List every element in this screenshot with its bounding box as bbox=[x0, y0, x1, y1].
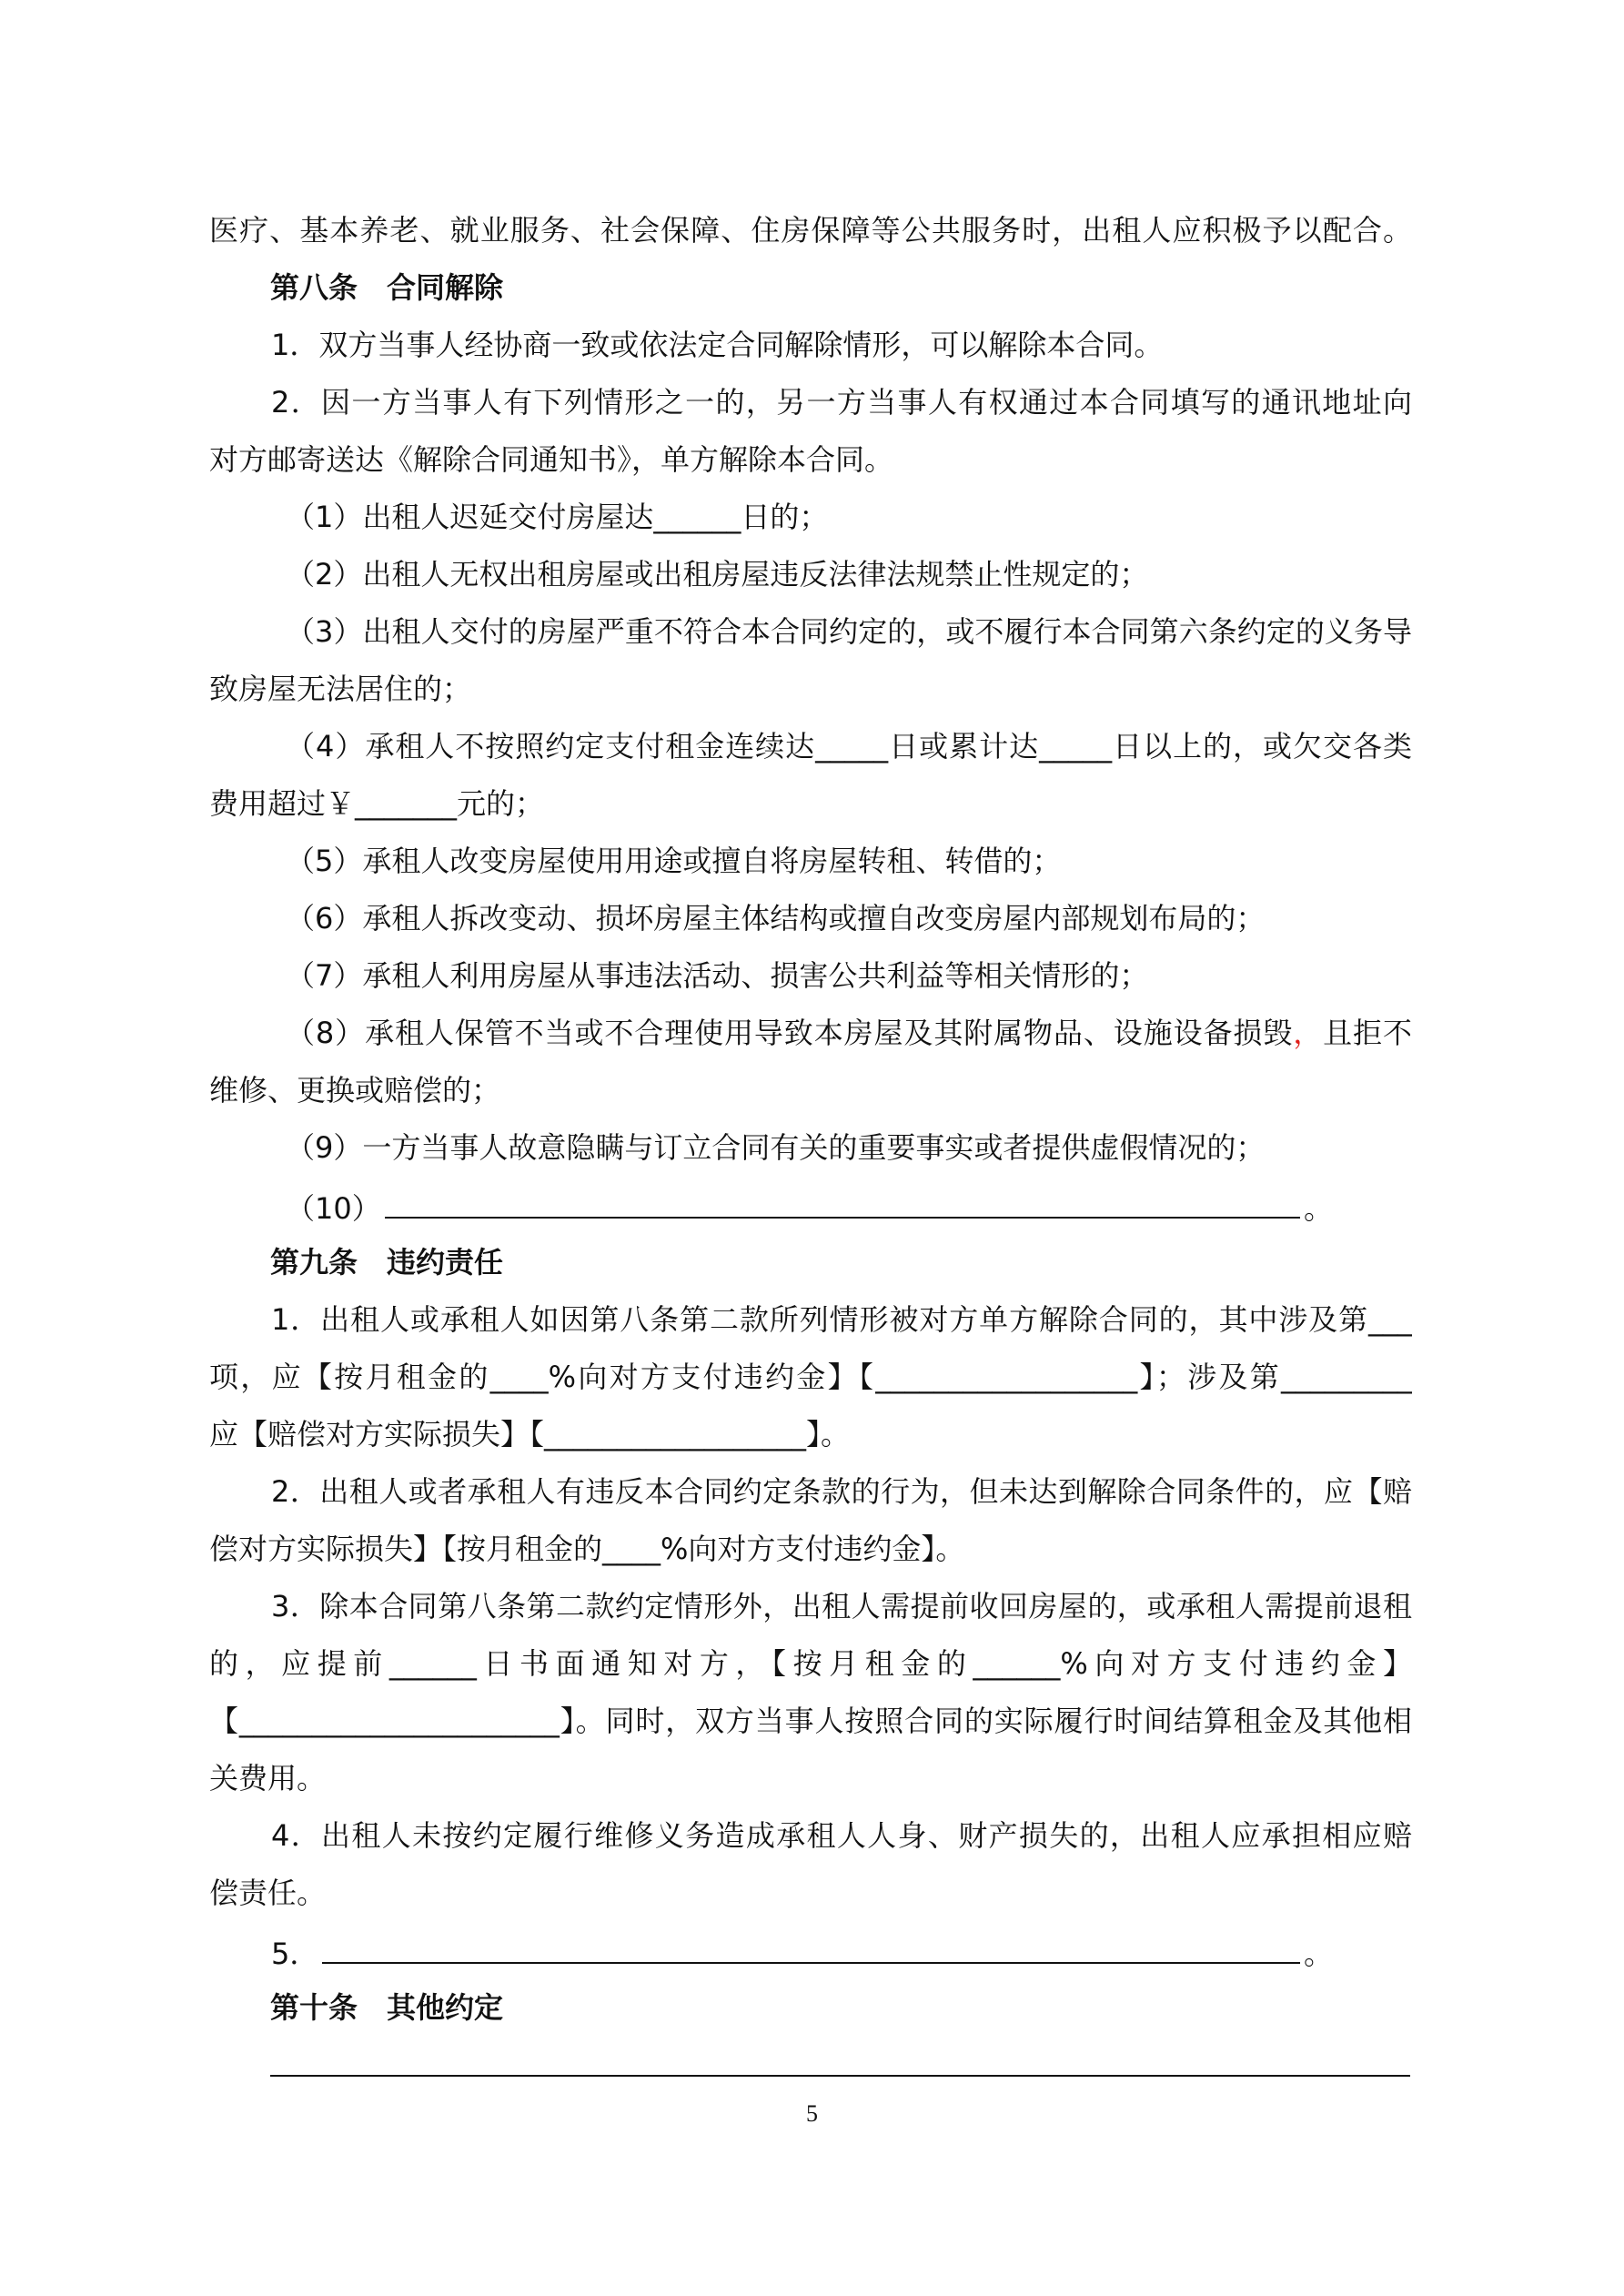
text-line bbox=[209, 890, 1412, 947]
text-line bbox=[209, 1177, 1333, 1234]
text-segment: 2．出租人或者承租人有违反本合同约定条款的行为，但未达到解除合同条件的，应【赔 bbox=[271, 1474, 1412, 1509]
text-line bbox=[209, 202, 1412, 259]
text-line bbox=[209, 1750, 1412, 1807]
text-segment: 偿对方实际损失】【按月租金的____%向对方支付违约金】。 bbox=[209, 1532, 965, 1566]
text-line bbox=[209, 1463, 1412, 1521]
text-segment: 第八条 合同解除 bbox=[270, 270, 504, 305]
text-segment: 2．因一方当事人有下列情形之一的，另一方当事人有权通过本合同填写的通讯地址向 bbox=[271, 385, 1412, 420]
text-line bbox=[209, 947, 1412, 1005]
text-segment: （10） bbox=[286, 1191, 381, 1226]
text-line bbox=[209, 1119, 1412, 1177]
text-segment: 【______________________】。同时，双方当事人按照合同的实际履行时间结算租金及其他相 bbox=[209, 1704, 1412, 1738]
text-line bbox=[209, 546, 1412, 603]
text-line bbox=[209, 1865, 1412, 1922]
text-segment: （7）承租人利用房屋从事违法活动、损害公共利益等相关情形的； bbox=[286, 958, 1149, 993]
section-heading bbox=[209, 259, 1412, 317]
text-segment: 且拒不 bbox=[1323, 1016, 1412, 1050]
text-line bbox=[209, 1349, 1412, 1406]
page-number: 5 bbox=[806, 2100, 818, 2127]
text-segment: 3．除本合同第八条第二款约定情形外，出租人需提前收回房屋的，或承租人需提前退租 bbox=[271, 1589, 1412, 1623]
text-line bbox=[209, 1578, 1412, 1635]
text-line bbox=[209, 317, 1412, 374]
text-segment: 。 bbox=[1303, 1937, 1333, 1971]
text-line bbox=[209, 431, 1412, 489]
text-segment: 项，应【按月租金的____%向对方支付违约金】【__________________】；涉及第_________ bbox=[209, 1360, 1412, 1394]
text-line bbox=[209, 489, 1412, 546]
text-segment: 4．出租人未按约定履行维修义务造成承租人人身、财产损失的，出租人应承担相应赔 bbox=[271, 1818, 1412, 1853]
section-heading bbox=[209, 1234, 1412, 1291]
text-segment: 维修、更换或赔偿的； bbox=[209, 1073, 501, 1108]
text-segment: 医疗、基本养老、就业服务、社会保障、住房保障等公共服务时，出租人应积极予以配合。 bbox=[209, 213, 1412, 248]
text-segment: 第十条 其他约定 bbox=[270, 1990, 504, 2025]
text-line bbox=[209, 718, 1412, 775]
text-segment: （6）承租人拆改变动、损坏房屋主体结构或擅自改变房屋内部规划布局的； bbox=[286, 901, 1266, 936]
text-line bbox=[209, 775, 1412, 833]
text-segment: 偿责任。 bbox=[209, 1876, 327, 1910]
text-segment: （3）出租人交付的房屋严重不符合本合同约定的，或不履行本合同第六条约定的义务导 bbox=[286, 614, 1412, 649]
text-line bbox=[209, 833, 1412, 890]
text-segment: （5）承租人改变房屋使用用途或擅自将房屋转租、转借的； bbox=[286, 844, 1062, 878]
fill-in-blank bbox=[322, 1922, 1300, 1964]
contract-page-body bbox=[209, 202, 1412, 2037]
text-segment: ， bbox=[1293, 1016, 1324, 1050]
text-line bbox=[209, 1406, 1412, 1463]
text-line bbox=[209, 1807, 1412, 1865]
text-line bbox=[209, 1922, 1333, 1979]
text-line bbox=[209, 1521, 1412, 1578]
text-segment: 对方邮寄送达《解除合同通知书》，单方解除本合同。 bbox=[209, 442, 894, 477]
text-segment: 应【赔偿对方实际损失】【__________________】。 bbox=[209, 1417, 851, 1451]
text-line bbox=[209, 1291, 1412, 1349]
text-line bbox=[209, 603, 1412, 661]
text-line bbox=[209, 1635, 1412, 1693]
text-segment: 。 bbox=[1303, 1191, 1333, 1226]
text-segment: 1．出租人或承租人如因第八条第二款所列情形被对方单方解除合同的，其中涉及第___ bbox=[271, 1302, 1412, 1337]
text-segment: 关费用。 bbox=[209, 1761, 327, 1795]
section-heading bbox=[209, 1979, 1412, 2037]
text-segment: 的，应提前______日书面通知对方，【按月租金的______%向对方支付违约金】 bbox=[209, 1646, 1412, 1681]
text-segment: 1．双方当事人经协商一致或依法定合同解除情形，可以解除本合同。 bbox=[271, 328, 1164, 362]
text-segment: （8）承租人保管不当或不合理使用导致本房屋及其附属物品、设施设备损毁 bbox=[286, 1016, 1294, 1050]
text-segment: 费用超过￥_______元的； bbox=[209, 786, 545, 821]
text-line bbox=[209, 374, 1412, 431]
text-line bbox=[209, 1693, 1412, 1750]
text-line bbox=[209, 661, 1412, 718]
text-segment: （1）出租人迟延交付房屋达______日的； bbox=[286, 500, 829, 534]
text-segment: （9）一方当事人故意隐瞒与订立合同有关的重要事实或者提供虚假情况的； bbox=[286, 1130, 1266, 1165]
text-segment: （4）承租人不按照约定支付租金连续达_____日或累计达_____日以上的，或欠交各类 bbox=[286, 729, 1412, 764]
fill-in-blank bbox=[385, 1177, 1300, 1219]
text-line bbox=[209, 1062, 1412, 1119]
text-segment: 致房屋无法居住的； bbox=[209, 672, 472, 706]
text-segment: （2）出租人无权出租房屋或出租房屋违反法律法规禁止性规定的； bbox=[286, 557, 1149, 592]
text-line bbox=[209, 1005, 1412, 1062]
footer-divider bbox=[270, 2075, 1410, 2077]
text-segment: 第九条 违约责任 bbox=[270, 1245, 504, 1279]
text-segment: 5． bbox=[271, 1937, 319, 1971]
